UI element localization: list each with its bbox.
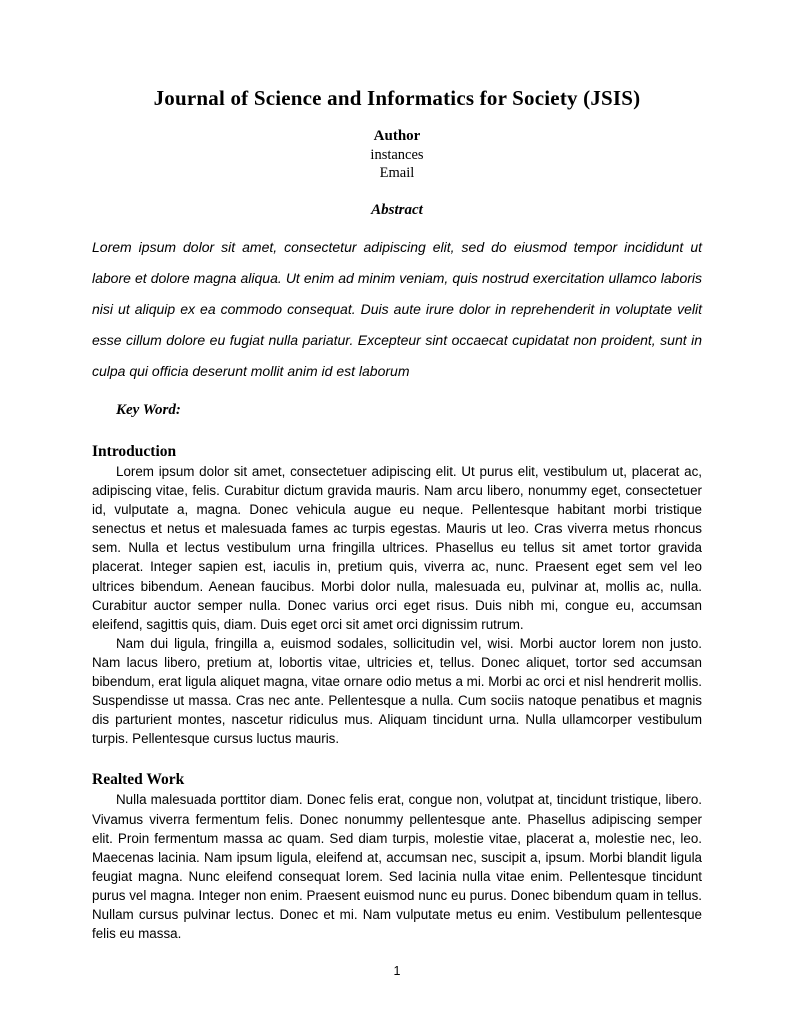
section-heading-related-work: Realted Work	[92, 771, 185, 789]
abstract-heading: Abstract	[371, 202, 423, 218]
page-number: 1	[393, 964, 401, 978]
introduction-paragraph-2: Nam dui ligula, fringilla a, euismod sodales, sollicitudin vel, wisi. Morbi auctor lorem non justo. Nam lacus libero, pretium at, lobortis vitae, ultricies et, tellus. Donec aliquet, tortor sed accumsan bibendum, erat ligula aliquet magna, vitae ornare odio metus a mi. Morbi ac orci et nisl hendrerit mollis. Suspendisse ut massa. Cras nec ante. Pellentesque a nulla. Cum sociis natoque penatibus et magnis dis parturient montes, nascetur ridiculus mus. Aliquam tincidunt urna. Nulla ullamcorper vestibulum turpis. Pellentesque cursus luctus mauris.	[92, 635, 702, 747]
section-heading-introduction: Introduction	[92, 443, 177, 460]
paper-title: Journal of Science and Informatics for Society (JSIS)	[153, 86, 641, 110]
keywords-label: Key Word:	[116, 402, 181, 418]
abstract-text: Lorem ipsum dolor sit amet, consectetur adipiscing elit, sed do eiusmod tempor incididunt ut labore et dolore magna aliqua. Ut enim ad minim veniam, quis nostrud exercitation ullamco laboris nisi ut aliquip ex ea commodo consequat. Duis aute irure dolor in reprehenderit in voluptate velit esse cillum dolore eu fugiat nulla pariatur. Excepteur sint occaecat cupidatat non proident, sunt in culpa qui officia deserunt mollit anim id est laborum	[92, 239, 702, 379]
author-block	[92, 127, 702, 182]
paper-content	[92, 0, 702, 943]
author-email: Email	[379, 165, 415, 181]
section-related-work	[92, 771, 702, 943]
introduction-paragraph-1: Lorem ipsum dolor sit amet, consectetuer adipiscing elit. Ut purus elit, vestibulum ut, placerat ac, adipiscing vitae, felis. Curabitur dictum gravida mauris. Nam arcu libero, nonummy eget, consectetuer id, vulputate a, magna. Donec vehicula augue eu neque. Pellentesque habitant morbi tristique senectus et netus et malesuada fames ac turpis egestas. Mauris ut leo. Cras viverra metus rhoncus sem. Nulla et lectus vestibulum urna fringilla ultrices. Phasellus eu tellus sit amet tortor gravida placerat. Integer sapien est, iaculis in, pretium quis, viverra ac, nunc. Praesent eget sem vel leo ultrices bibendum. Aenean faucibus. Morbi dolor nulla, malesuada eu, pulvinar at, mollis ac, nulla. Curabitur auctor semper nulla. Donec varius orci eget risus. Duis nibh mi, congue eu, accumsan eleifend, sagittis quis, diam. Duis eget orci sit amet orci dignissim rutrum.	[92, 464, 702, 632]
section-introduction	[92, 443, 702, 748]
author-name: instances	[370, 147, 424, 163]
related-work-paragraph-1: Nulla malesuada porttitor diam. Donec felis erat, congue non, volutpat at, tincidunt tristique, libero. Vivamus viverra fermentum felis. Donec nonummy pellentesque ante. Phasellus adipiscing semper elit. Proin fermentum massa ac quam. Sed diam turpis, molestie vitae, placerat a, molestie nec, leo. Maecenas lacinia. Nam ipsum ligula, eleifend at, accumsan nec, suscipit a, ipsum. Morbi blandit ligula feugiat magna. Nunc eleifend consequat lorem. Sed lacinia nulla vitae enim. Pellentesque tincidunt purus vel magna. Integer non enim. Praesent euismod nunc eu purus. Donec bibendum quam in tellus. Nullam cursus pulvinar lectus. Donec et mi. Nam vulputate metus eu enim. Vestibulum pellentesque felis eu massa.	[92, 792, 702, 942]
author-label: Author	[373, 128, 421, 144]
